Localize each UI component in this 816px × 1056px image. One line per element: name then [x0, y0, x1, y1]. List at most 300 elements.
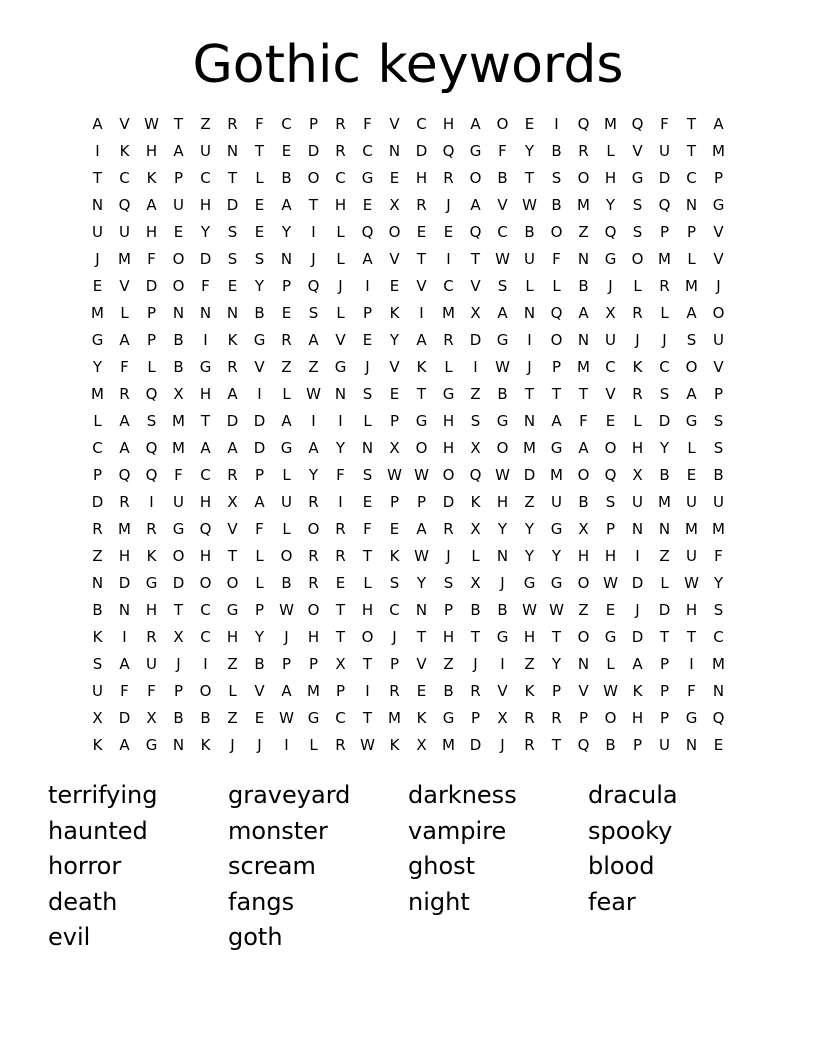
grid-letter: R	[632, 304, 643, 322]
grid-letter: H	[496, 493, 509, 511]
grid-letter: I	[527, 331, 532, 349]
grid-letter: T	[227, 169, 238, 187]
grid-letter: J	[635, 601, 640, 619]
grid-letter: T	[308, 196, 319, 214]
grid-letter: H	[226, 628, 239, 646]
grid-letter: L	[282, 520, 291, 538]
grid-row	[84, 327, 732, 354]
grid-letter: R	[416, 196, 427, 214]
grid-letter: L	[282, 385, 291, 403]
grid-letter: M	[550, 466, 563, 484]
word-list-item: ghost	[408, 852, 476, 880]
grid-letter: U	[200, 142, 211, 160]
grid-letter: U	[173, 196, 184, 214]
grid-letter: T	[227, 547, 238, 565]
grid-letter: E	[362, 196, 373, 214]
grid-letter: K	[470, 493, 481, 511]
grid-letter: Q	[307, 277, 320, 295]
grid-letter: P	[470, 709, 481, 727]
grid-letter: V	[254, 682, 265, 700]
grid-letter: O	[172, 250, 185, 268]
grid-letter: O	[199, 574, 212, 592]
grid-letter: H	[442, 439, 455, 457]
grid-letter: O	[496, 115, 509, 133]
grid-letter: J	[365, 358, 370, 376]
grid-letter: B	[200, 709, 211, 727]
grid-letter: Q	[469, 466, 482, 484]
grid-letter: J	[230, 736, 235, 754]
grid-letter: B	[173, 331, 184, 349]
grid-letter: R	[389, 682, 400, 700]
grid-letter: B	[470, 601, 481, 619]
grid-letter: Y	[497, 520, 508, 538]
grid-letter: K	[389, 547, 400, 565]
grid-letter: O	[361, 628, 374, 646]
grid-letter: A	[200, 439, 211, 457]
grid-letter: T	[92, 169, 103, 187]
grid-letter: N	[91, 574, 104, 592]
grid-letter: U	[713, 331, 724, 349]
grid-letter: I	[203, 655, 208, 673]
grid-letter: E	[92, 277, 103, 295]
grid-row	[84, 354, 732, 381]
grid-letter: R	[308, 493, 319, 511]
grid-letter: N	[280, 250, 293, 268]
grid-letter: B	[173, 709, 184, 727]
grid-letter: E	[254, 196, 265, 214]
grid-letter: Y	[605, 196, 616, 214]
grid-letter: T	[551, 628, 562, 646]
grid-letter: M	[307, 682, 320, 700]
grid-letter: Z	[524, 493, 535, 511]
grid-letter: O	[712, 304, 725, 322]
grid-letter: G	[685, 709, 698, 727]
grid-row	[84, 543, 732, 570]
grid-letter: O	[577, 169, 590, 187]
grid-letter: O	[604, 439, 617, 457]
grid-row	[84, 165, 732, 192]
grid-letter: R	[335, 736, 346, 754]
grid-letter: P	[605, 520, 616, 538]
grid-letter: Z	[281, 358, 292, 376]
grid-letter: A	[173, 142, 184, 160]
grid-letter: U	[281, 493, 292, 511]
grid-letter: S	[254, 250, 265, 268]
grid-letter: Z	[443, 655, 454, 673]
grid-letter: H	[334, 196, 347, 214]
grid-letter: S	[443, 574, 454, 592]
grid-letter: X	[416, 736, 427, 754]
grid-letter: N	[199, 304, 212, 322]
grid-letter: H	[145, 601, 158, 619]
grid-letter: Q	[118, 196, 131, 214]
grid-row	[84, 516, 732, 543]
grid-letter: A	[227, 385, 238, 403]
grid-letter: U	[92, 682, 103, 700]
grid-letter: C	[200, 601, 211, 619]
grid-letter: L	[336, 250, 345, 268]
grid-letter: Q	[199, 520, 212, 538]
grid-letter: R	[227, 115, 238, 133]
grid-letter: C	[119, 169, 130, 187]
grid-letter: E	[389, 277, 400, 295]
grid-letter: L	[552, 277, 561, 295]
grid-letter: E	[389, 385, 400, 403]
grid-letter: Y	[416, 574, 427, 592]
grid-letter: L	[633, 412, 642, 430]
grid-letter: B	[254, 304, 265, 322]
grid-letter: Z	[308, 358, 319, 376]
grid-letter: B	[551, 142, 562, 160]
grid-letter: O	[685, 358, 698, 376]
grid-letter: P	[173, 682, 184, 700]
grid-row	[84, 381, 732, 408]
grid-letter: T	[470, 628, 481, 646]
grid-letter: J	[716, 277, 721, 295]
grid-letter: S	[713, 439, 724, 457]
grid-letter: M	[712, 520, 725, 538]
grid-letter: L	[471, 547, 480, 565]
grid-letter: I	[257, 385, 262, 403]
grid-letter: A	[281, 682, 292, 700]
grid-letter: T	[362, 655, 373, 673]
grid-letter: J	[662, 331, 667, 349]
grid-letter: G	[496, 331, 509, 349]
grid-letter: R	[146, 520, 157, 538]
grid-letter: K	[416, 358, 427, 376]
grid-letter: K	[389, 304, 400, 322]
grid-letter: O	[199, 682, 212, 700]
word-list-item: vampire	[408, 816, 507, 845]
grid-letter: E	[254, 709, 265, 727]
grid-letter: C	[443, 277, 454, 295]
grid-letter: Y	[254, 628, 265, 646]
grid-letter: O	[307, 520, 320, 538]
grid-letter: U	[686, 493, 697, 511]
grid-letter: F	[336, 466, 345, 484]
word-list-item: blood	[588, 852, 655, 880]
grid-letter: I	[311, 223, 316, 241]
grid-letter: K	[632, 682, 643, 700]
grid-letter: H	[199, 493, 212, 511]
grid-letter: E	[524, 115, 535, 133]
grid-letter: T	[578, 385, 589, 403]
grid-letter: L	[93, 412, 102, 430]
grid-letter: D	[469, 736, 482, 754]
grid-letter: T	[686, 142, 697, 160]
grid-letter: Q	[550, 304, 563, 322]
grid-row	[84, 705, 732, 732]
grid-letter: T	[416, 385, 427, 403]
grid-letter: E	[416, 223, 427, 241]
grid-letter: F	[255, 115, 264, 133]
grid-letter: O	[550, 223, 563, 241]
grid-letter: Y	[551, 547, 562, 565]
grid-letter: P	[659, 223, 670, 241]
grid-letter: R	[632, 385, 643, 403]
grid-letter: N	[577, 655, 590, 673]
grid-letter: C	[497, 223, 508, 241]
grid-letter: H	[199, 196, 212, 214]
grid-letter: Y	[254, 277, 265, 295]
grid-letter: U	[632, 493, 643, 511]
grid-letter: A	[92, 115, 103, 133]
grid-letter: H	[604, 169, 617, 187]
grid-letter: J	[446, 196, 451, 214]
grid-letter: W	[387, 466, 402, 484]
word-list-item: spooky	[588, 816, 673, 845]
grid-letter: I	[419, 304, 424, 322]
grid-letter: Q	[604, 466, 617, 484]
grid-letter: P	[281, 277, 292, 295]
grid-letter: V	[254, 358, 265, 376]
grid-letter: Q	[442, 142, 455, 160]
grid-letter: P	[308, 115, 319, 133]
grid-letter: F	[147, 682, 156, 700]
grid-letter: J	[500, 574, 505, 592]
grid-letter: N	[388, 142, 401, 160]
grid-letter: O	[550, 331, 563, 349]
grid-letter: M	[577, 358, 590, 376]
grid-letter: I	[473, 358, 478, 376]
grid-letter: H	[118, 547, 131, 565]
grid-letter: R	[281, 331, 292, 349]
grid-letter: P	[551, 358, 562, 376]
grid-letter: V	[227, 520, 238, 538]
grid-letter: B	[659, 466, 670, 484]
grid-letter: M	[388, 709, 401, 727]
grid-letter: Q	[658, 196, 671, 214]
grid-letter: G	[199, 358, 212, 376]
grid-row	[84, 300, 732, 327]
grid-letter: G	[334, 358, 347, 376]
grid-letter: N	[91, 196, 104, 214]
grid-letter: X	[470, 520, 481, 538]
grid-letter: V	[119, 115, 130, 133]
grid-letter: D	[172, 574, 185, 592]
grid-letter: F	[120, 682, 129, 700]
grid-letter: R	[578, 142, 589, 160]
word-list-item: goth	[228, 923, 283, 951]
grid-letter: R	[443, 169, 454, 187]
grid-letter: I	[203, 331, 208, 349]
grid-letter: P	[551, 682, 562, 700]
grid-letter: V	[389, 358, 400, 376]
grid-row	[84, 192, 732, 219]
grid-letter: W	[279, 601, 294, 619]
grid-letter: S	[713, 412, 724, 430]
grid-letter: C	[605, 358, 616, 376]
grid-letter: K	[92, 736, 103, 754]
grid-letter: Z	[524, 655, 535, 673]
grid-letter: F	[120, 358, 129, 376]
grid-letter: Z	[578, 601, 589, 619]
grid-letter: C	[335, 169, 346, 187]
grid-letter: G	[550, 439, 563, 457]
word-list-item: monster	[228, 816, 328, 845]
grid-letter: Z	[92, 547, 103, 565]
grid-letter: X	[389, 196, 400, 214]
grid-letter: L	[687, 250, 696, 268]
grid-letter: J	[473, 655, 478, 673]
grid-letter: C	[335, 709, 346, 727]
grid-letter: E	[362, 331, 373, 349]
grid-letter: A	[416, 520, 427, 538]
grid-letter: D	[253, 412, 266, 430]
grid-letter: G	[172, 520, 185, 538]
grid-letter: O	[280, 547, 293, 565]
grid-letter: Z	[578, 223, 589, 241]
grid-letter: K	[227, 331, 238, 349]
grid-letter: G	[442, 709, 455, 727]
grid-letter: Y	[308, 466, 319, 484]
grid-letter: N	[118, 601, 131, 619]
grid-letter: R	[146, 628, 157, 646]
grid-letter: M	[712, 142, 725, 160]
grid-letter: C	[200, 169, 211, 187]
grid-letter: I	[311, 412, 316, 430]
grid-letter: J	[608, 277, 613, 295]
grid-letter: P	[686, 223, 697, 241]
grid-letter: D	[658, 169, 671, 187]
grid-letter: G	[415, 412, 428, 430]
grid-letter: L	[687, 439, 696, 457]
grid-letter: P	[659, 655, 670, 673]
grid-letter: D	[226, 196, 239, 214]
grid-letter: G	[604, 628, 617, 646]
grid-letter: F	[579, 412, 588, 430]
grid-letter: B	[173, 358, 184, 376]
grid-letter: L	[525, 277, 534, 295]
word-list-item: evil	[48, 923, 91, 951]
grid-letter: A	[470, 115, 481, 133]
grid-letter: H	[199, 547, 212, 565]
grid-letter: S	[686, 331, 697, 349]
grid-letter: J	[392, 628, 397, 646]
grid-letter: A	[551, 412, 562, 430]
grid-letter: T	[551, 736, 562, 754]
grid-row	[84, 489, 732, 516]
grid-letter: M	[685, 520, 698, 538]
grid-letter: P	[254, 601, 265, 619]
word-list	[48, 778, 768, 956]
grid-letter: P	[92, 466, 103, 484]
grid-letter: I	[338, 493, 343, 511]
grid-letter: C	[92, 439, 103, 457]
grid-letter: J	[284, 628, 289, 646]
grid-letter: Y	[524, 547, 535, 565]
grid-letter: N	[361, 439, 374, 457]
grid-letter: V	[389, 250, 400, 268]
grid-letter: W	[603, 682, 618, 700]
grid-letter: S	[146, 412, 157, 430]
grid-letter: X	[470, 439, 481, 457]
grid-letter: A	[281, 196, 292, 214]
grid-letter: D	[226, 412, 239, 430]
grid-letter: S	[470, 412, 481, 430]
grid-letter: A	[497, 304, 508, 322]
grid-letter: P	[389, 412, 400, 430]
grid-letter: J	[446, 547, 451, 565]
grid-letter: E	[605, 412, 616, 430]
grid-letter: Z	[227, 709, 238, 727]
grid-letter: D	[118, 574, 131, 592]
grid-letter: U	[524, 250, 535, 268]
grid-letter: M	[685, 277, 698, 295]
grid-letter: R	[335, 520, 346, 538]
grid-letter: Z	[659, 547, 670, 565]
grid-letter: R	[659, 277, 670, 295]
grid-letter: V	[335, 331, 346, 349]
grid-letter: Y	[659, 439, 670, 457]
grid-letter: F	[201, 277, 210, 295]
grid-letter: J	[500, 736, 505, 754]
grid-row	[84, 219, 732, 246]
grid-letter: W	[603, 574, 618, 592]
grid-letter: P	[335, 682, 346, 700]
grid-letter: S	[308, 304, 319, 322]
grid-letter: R	[443, 331, 454, 349]
grid-letter: N	[577, 331, 590, 349]
grid-letter: V	[497, 682, 508, 700]
grid-letter: O	[442, 466, 455, 484]
grid-letter: J	[95, 250, 100, 268]
grid-letter: I	[554, 115, 559, 133]
grid-letter: G	[91, 331, 104, 349]
grid-letter: H	[685, 601, 698, 619]
grid-letter: H	[199, 385, 212, 403]
grid-letter: O	[226, 574, 239, 592]
grid-letter: R	[335, 547, 346, 565]
grid-letter: X	[146, 709, 157, 727]
grid-letter: P	[173, 169, 184, 187]
grid-letter: F	[255, 520, 264, 538]
grid-letter: T	[200, 412, 211, 430]
grid-letter: J	[635, 331, 640, 349]
grid-letter: S	[362, 385, 373, 403]
grid-letter: N	[577, 250, 590, 268]
grid-letter: R	[335, 115, 346, 133]
grid-letter: H	[442, 628, 455, 646]
grid-letter: A	[119, 655, 130, 673]
grid-letter: K	[416, 709, 427, 727]
grid-letter: W	[144, 115, 159, 133]
grid-letter: L	[444, 358, 453, 376]
grid-letter: Q	[712, 709, 725, 727]
grid-letter: N	[496, 547, 509, 565]
grid-letter: L	[255, 574, 264, 592]
grid-letter: S	[632, 223, 643, 241]
grid-letter: S	[92, 655, 103, 673]
grid-letter: M	[442, 736, 455, 754]
grid-letter: K	[632, 358, 643, 376]
grid-letter: G	[469, 142, 482, 160]
grid-letter: L	[660, 574, 669, 592]
grid-letter: K	[146, 169, 157, 187]
grid-letter: U	[119, 223, 130, 241]
grid-letter: B	[578, 493, 589, 511]
grid-letter: X	[92, 709, 103, 727]
grid-letter: G	[685, 412, 698, 430]
grid-letter: H	[442, 115, 455, 133]
grid-letter: G	[145, 736, 158, 754]
grid-row	[84, 678, 732, 705]
grid-letter: S	[497, 277, 508, 295]
grid-letter: D	[658, 412, 671, 430]
grid-letter: V	[605, 385, 616, 403]
grid-letter: F	[147, 250, 156, 268]
grid-letter: P	[659, 682, 670, 700]
